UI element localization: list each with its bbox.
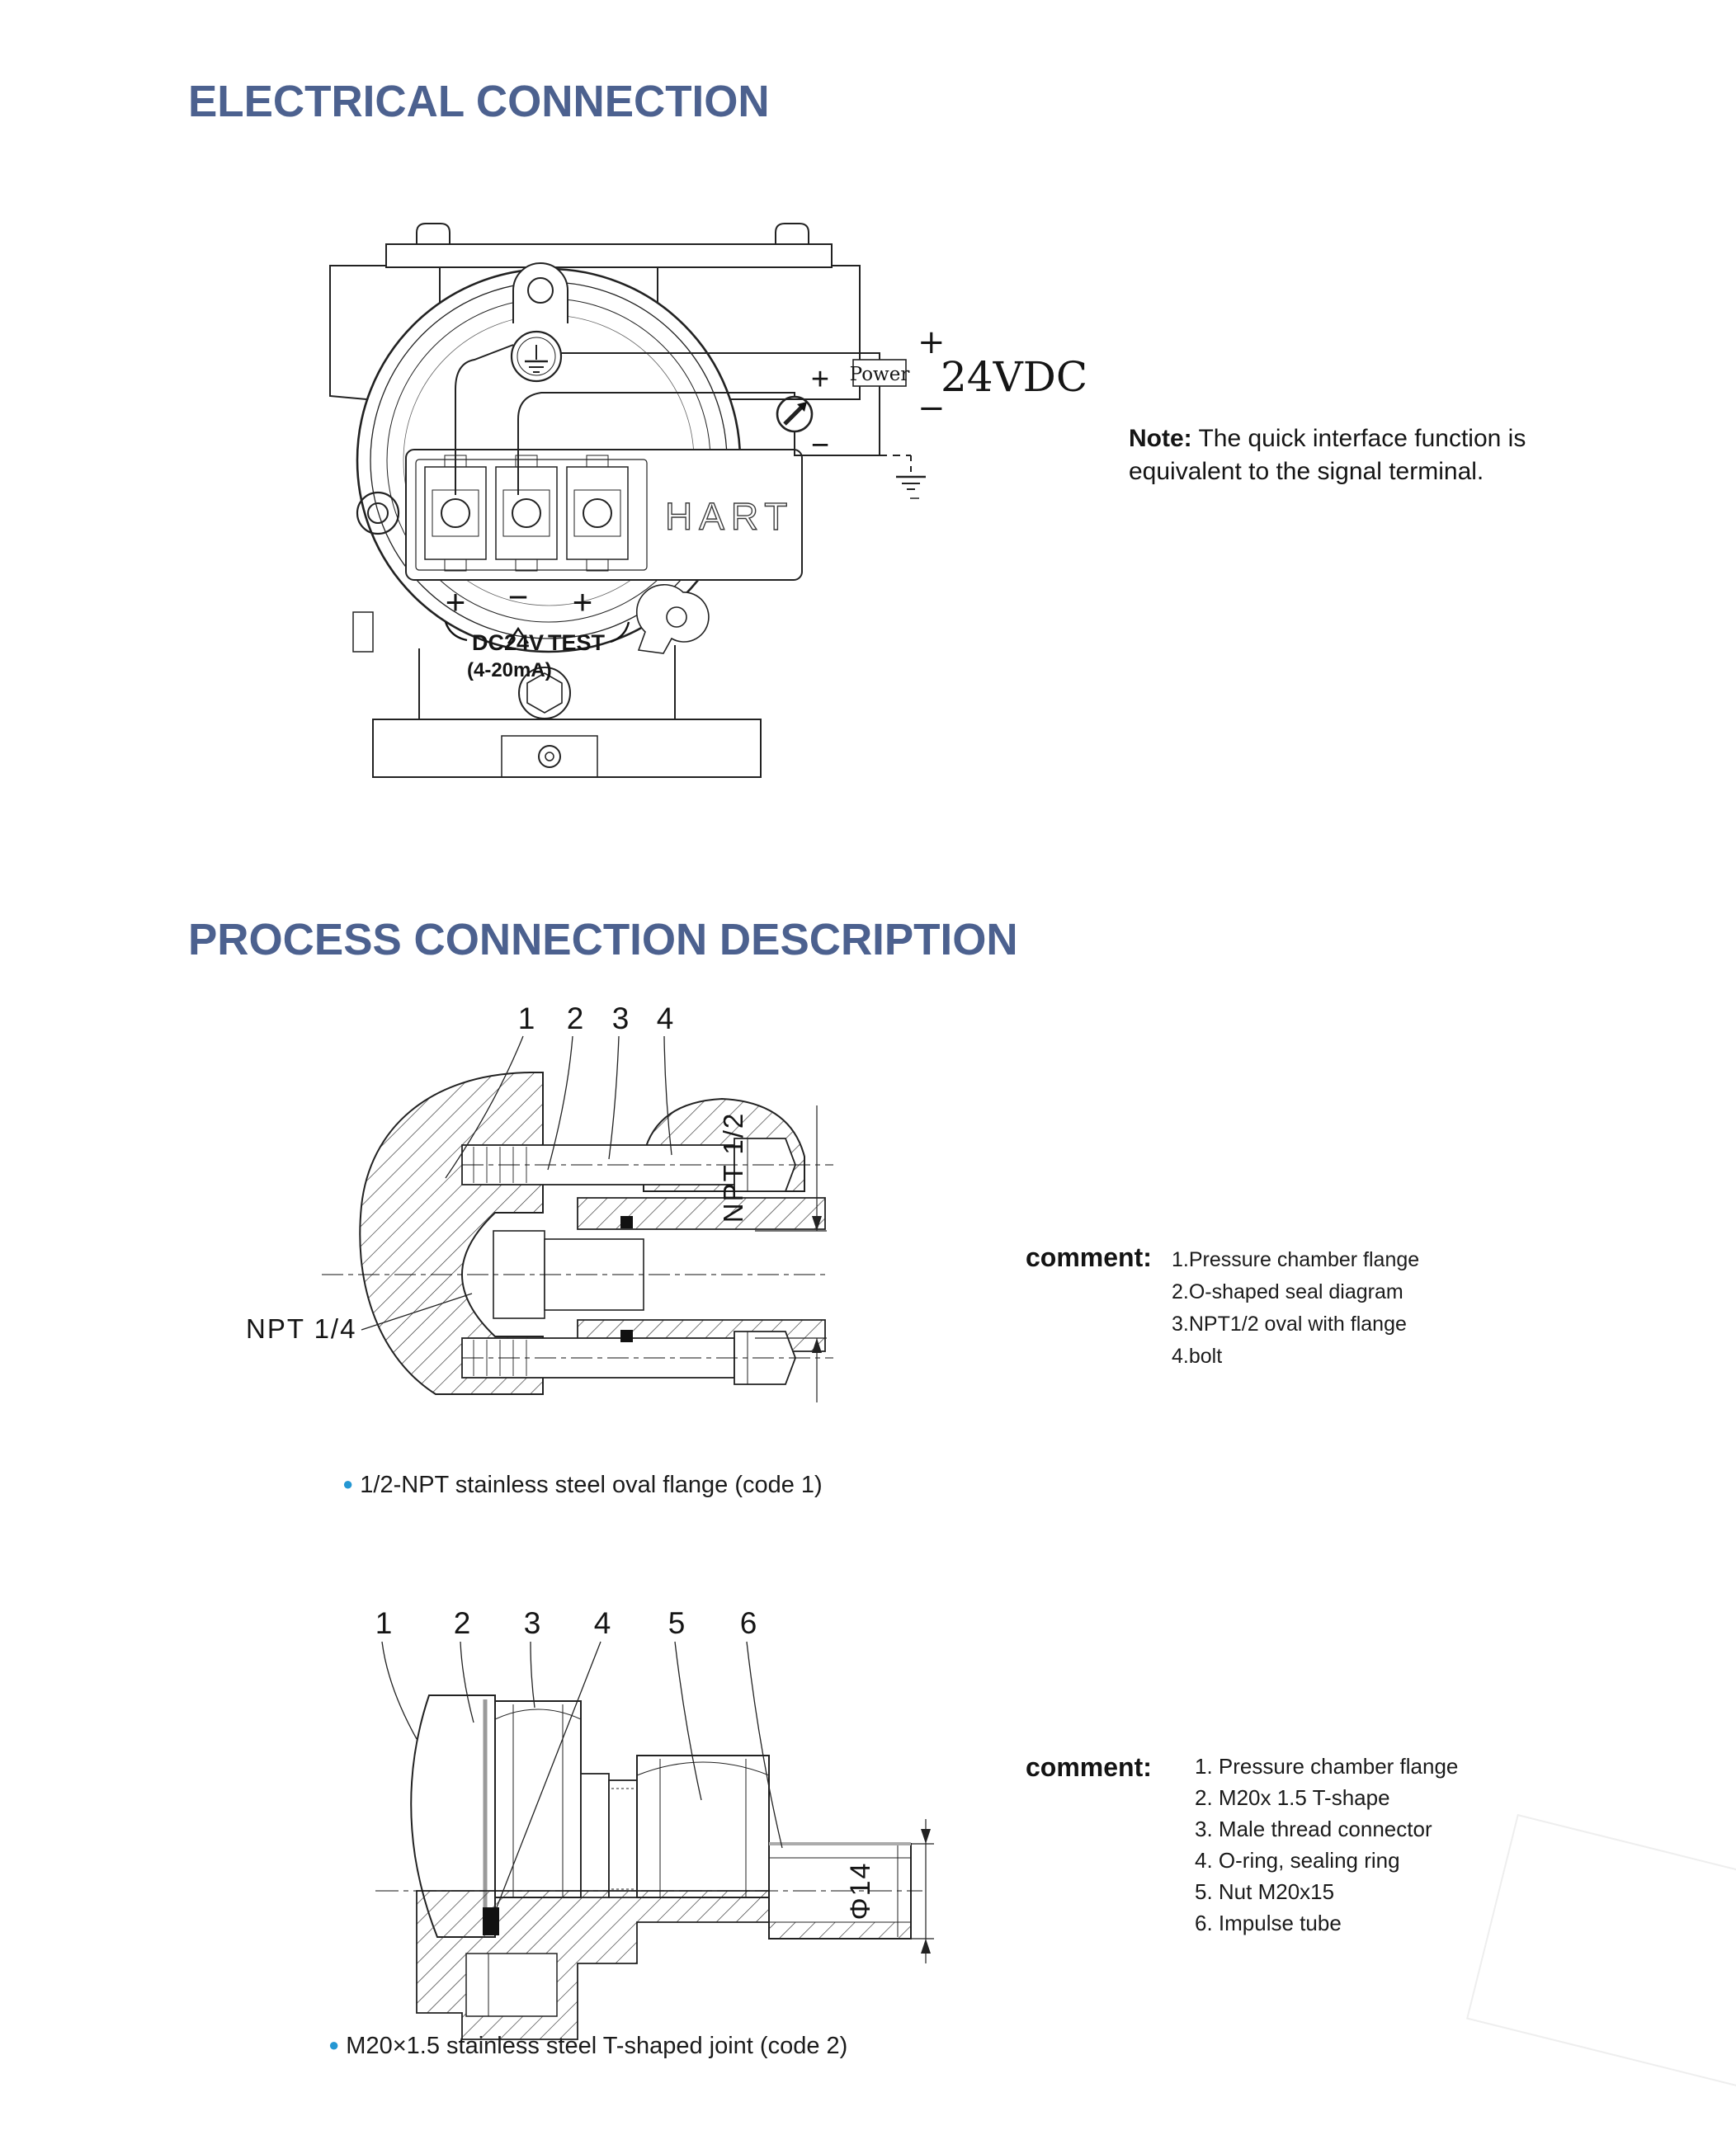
comment2-label: comment: xyxy=(1026,1752,1152,1782)
key-tab xyxy=(637,585,709,653)
power-label: Power xyxy=(849,364,910,385)
callout-number: 6 xyxy=(739,1606,757,1640)
comment-item: 2. M20x 1.5 T-shape xyxy=(1195,1785,1390,1810)
comment-item: 1.Pressure chamber flange xyxy=(1172,1248,1420,1271)
figure1-caption xyxy=(342,1472,823,1499)
callout-number: 4 xyxy=(593,1606,611,1640)
watermark-outline xyxy=(1466,1814,1736,2100)
figure1-caption-text: 1/2-NPT stainless steel oval flange (code 1) xyxy=(360,1472,823,1498)
screw-cap-icon xyxy=(776,224,809,244)
comment1-label: comment: xyxy=(1026,1242,1152,1272)
earth-ground-icon xyxy=(880,455,926,498)
dc24v-label: DC24V xyxy=(472,630,545,655)
top-tab xyxy=(513,263,568,323)
note-body: The quick interface function is equivalent to the signal terminal. xyxy=(1129,425,1526,485)
comment-item: 5. Nut M20x15 xyxy=(1195,1879,1335,1904)
figure2-caption-text: M20×1.5 stainless steel T-shaped joint (code 2) xyxy=(346,2033,848,2059)
note-text xyxy=(1129,422,1581,488)
ammeter-icon xyxy=(777,397,812,431)
callout-number: 2 xyxy=(453,1606,471,1640)
transmitter-wiring-drawing xyxy=(322,194,1213,796)
figure2-caption xyxy=(328,2033,847,2060)
callout-number: 1 xyxy=(375,1606,393,1640)
lower-bolt-head xyxy=(466,1954,557,2016)
body-base xyxy=(373,719,761,777)
comment-item: 2.O-shaped seal diagram xyxy=(1172,1280,1403,1303)
t-shape-hex xyxy=(495,1701,581,1897)
comment2-list xyxy=(1195,1751,1458,1939)
connector-step xyxy=(581,1774,609,1897)
tube-lower-wall xyxy=(769,1922,911,1939)
voltage-label: 24VDC xyxy=(941,353,1088,401)
ammeter-minus-label: − xyxy=(810,428,830,463)
note-label: Note: xyxy=(1129,425,1192,452)
npt12-label: NPT 1/2 xyxy=(718,1111,748,1223)
bullet-icon: ● xyxy=(328,2034,340,2055)
adapter-section-upper xyxy=(578,1198,825,1229)
o-ring-seal xyxy=(620,1216,633,1228)
terminal-minus-label: − xyxy=(507,577,529,616)
oval-flange-drawing xyxy=(231,978,916,1440)
supply-minus-label: − xyxy=(918,389,946,427)
side-lug xyxy=(353,612,373,652)
callout-number: 3 xyxy=(523,1606,541,1640)
range-label: (4-20mA) xyxy=(467,659,552,681)
bullet-icon: ● xyxy=(342,1473,354,1494)
npt14-label: NPT 1/4 xyxy=(246,1313,357,1344)
comment-item: 3. Male thread connector xyxy=(1195,1817,1432,1841)
nut xyxy=(637,1756,769,1897)
callout-number: 3 xyxy=(611,1002,630,1035)
callout-number: 2 xyxy=(566,1002,584,1035)
comment-item: 1. Pressure chamber flange xyxy=(1195,1754,1459,1779)
supply-plus-label: + xyxy=(918,323,946,361)
test-label: TEST xyxy=(548,630,606,655)
page-title-electrical: ELECTRICAL CONNECTION xyxy=(188,77,770,126)
diameter-label: Φ14 xyxy=(845,1861,876,1921)
callout-number: 5 xyxy=(668,1606,686,1640)
comment1-list xyxy=(1172,1244,1419,1373)
o-ring-seal xyxy=(483,1907,499,1935)
mount-bar xyxy=(386,244,832,267)
ammeter-plus-label: + xyxy=(810,362,830,397)
terminal-plus-label: + xyxy=(445,582,466,621)
page-title-process: PROCESS CONNECTION DESCRIPTION xyxy=(188,915,1018,964)
screw-cap-icon xyxy=(417,224,450,244)
male-thread-connector xyxy=(609,1780,637,1897)
hart-label: HART xyxy=(665,495,795,538)
comment-item: 4. O-ring, sealing ring xyxy=(1195,1848,1400,1873)
terminal-plus-label: + xyxy=(572,582,593,621)
comment-item: 4.bolt xyxy=(1172,1345,1223,1368)
o-ring-seal xyxy=(620,1330,633,1342)
comment-item: 6. Impulse tube xyxy=(1195,1911,1342,1935)
comment-item: 3.NPT1/2 oval with flange xyxy=(1172,1313,1407,1336)
terminal-block xyxy=(496,455,557,571)
callout-number: 4 xyxy=(656,1002,674,1035)
callout-number: 1 xyxy=(517,1002,535,1035)
t-joint-drawing xyxy=(347,1572,957,2046)
terminal-block xyxy=(567,455,628,571)
